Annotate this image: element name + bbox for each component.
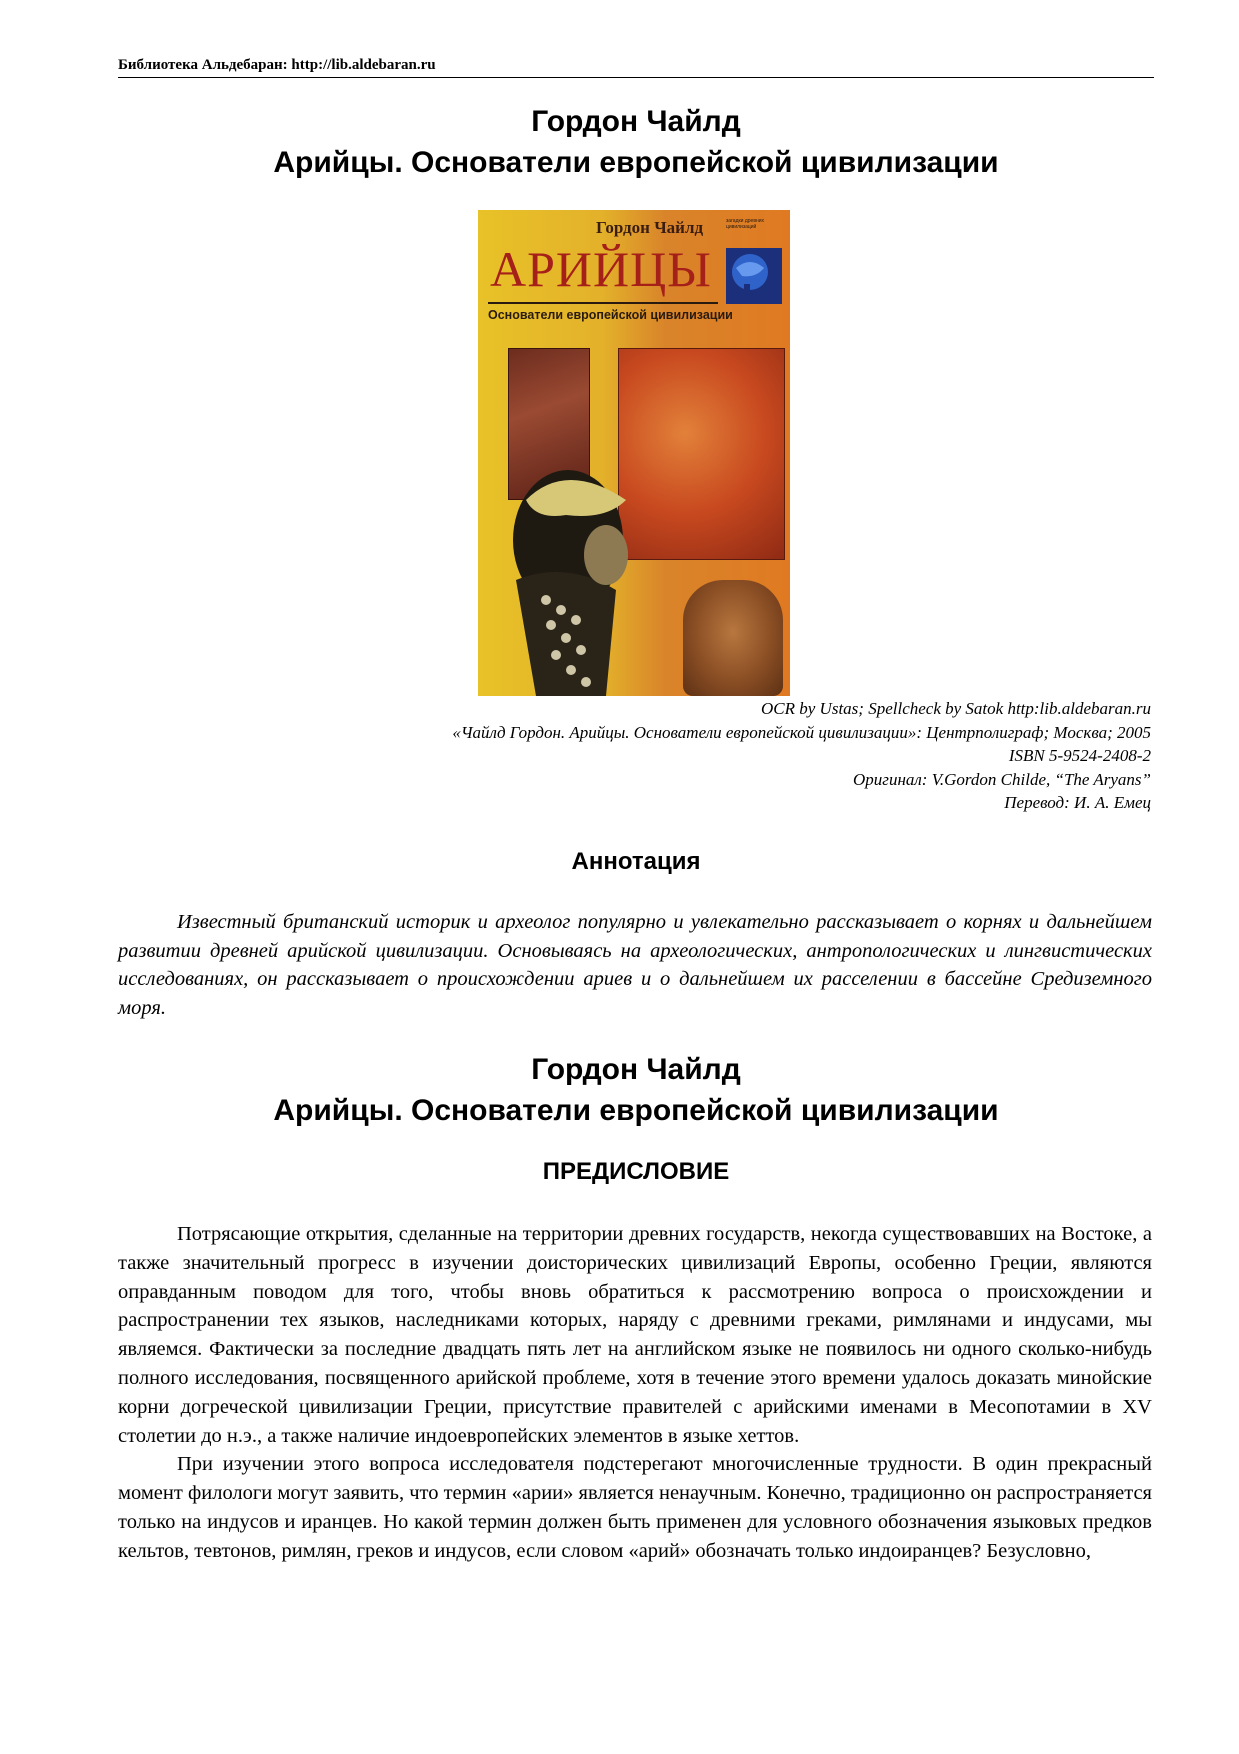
- cover-stone-face: [683, 580, 783, 696]
- annotation-heading: Аннотация: [571, 848, 701, 875]
- edition-info: [118, 697, 1151, 815]
- edition-isbn: ISBN 5-9524-2408-2: [1008, 746, 1151, 765]
- cover-rule: [488, 302, 718, 304]
- book-author: Гордон Чайлд: [531, 105, 741, 138]
- book-cover-image: [478, 210, 790, 696]
- cover-title: АРИЙЦЫ: [490, 241, 712, 297]
- preface-paragraph: При изучении этого вопроса исследователя подстерегают многочисленные трудности. В один прекрасный момент филологи могут заявить, что термин «арии» является ненаучным. Конечно, традиционно он распространяется только на индусов и иранцев. Но какой термин должен быть применен для условного обозначения языковых предков кельтов, тевтонов, римлян, греков и индусов, если словом «арий» обозначать только индоиранцев? Безусловно,: [118, 1453, 1152, 1562]
- edition-publisher: «Чайлд Гордон. Арийцы. Основатели европейской цивилизации»: Центрполиграф; Москва; 2005: [452, 722, 1151, 742]
- publisher-logo-icon: [726, 248, 782, 304]
- library-header: [118, 57, 1154, 78]
- edition-original: Оригинал: V.Gordon Childe, “The Aryans”: [853, 769, 1151, 789]
- second-title: Арийцы. Основатели европейской цивилизации: [273, 1094, 999, 1127]
- cover-bearded-head: [506, 460, 656, 696]
- book-title: Арийцы. Основатели европейской цивилизации: [273, 146, 999, 179]
- cover-author: Гордон Чайлд: [596, 218, 704, 237]
- edition-translator: Перевод: И. А. Емец: [1004, 793, 1151, 812]
- annotation-text: Известный британский историк и археолог популярно и увлекательно рассказывает о корнях и дальнейшем развитии древней арийской цивилизации. Основываясь на археологических, антропологических и лингвистических исследованиях, он рассказывает о происхождении ариев и о дальнейшем их расселении в бассейне Средиземного моря.: [118, 911, 1152, 1019]
- library-header-text: Библиотека Альдебаран: http://lib.aldebaran.ru: [118, 57, 436, 73]
- cover-series: загадки древних цивилизаций: [726, 218, 765, 230]
- second-title-block: [118, 1049, 1154, 1131]
- preface-paragraph: Потрясающие открытия, сделанные на территории древних государств, некогда существовавших на Востоке, а также значительный прогресс в изучении доисторических цивилизаций Европы, особенно Греции, являются оправданным поводом для того, чтобы вновь обратиться к рассмотрению вопроса о происхождении и распространении тех языков, наследниками которых, наряду с древними греками, римлянами и индусами, мы являемся. Фактически за последние двадцать пять лет на английском языке не появилось ни одного сколько-нибудь полного исследования, посвященного арийской проблеме, хотя в течение этого времени удалось доказать минойские корни догреческой цивилизации Греции, присутствие правителей с арийскими именами в Месопотамии в XV столетии до н.э., а также наличие индоевропейских элементов в языке хеттов.: [118, 1223, 1152, 1447]
- cover-subtitle: Основатели европейской цивилизации: [488, 308, 733, 322]
- second-author: Гордон Чайлд: [531, 1053, 741, 1086]
- preface-heading: ПРЕДИСЛОВИЕ: [542, 1158, 730, 1185]
- book-title-block: [118, 101, 1154, 183]
- edition-ocr: OCR by Ustas; Spellcheck by Satok http:lib.aldebaran.ru: [761, 699, 1151, 718]
- preface-body: [118, 1220, 1152, 1566]
